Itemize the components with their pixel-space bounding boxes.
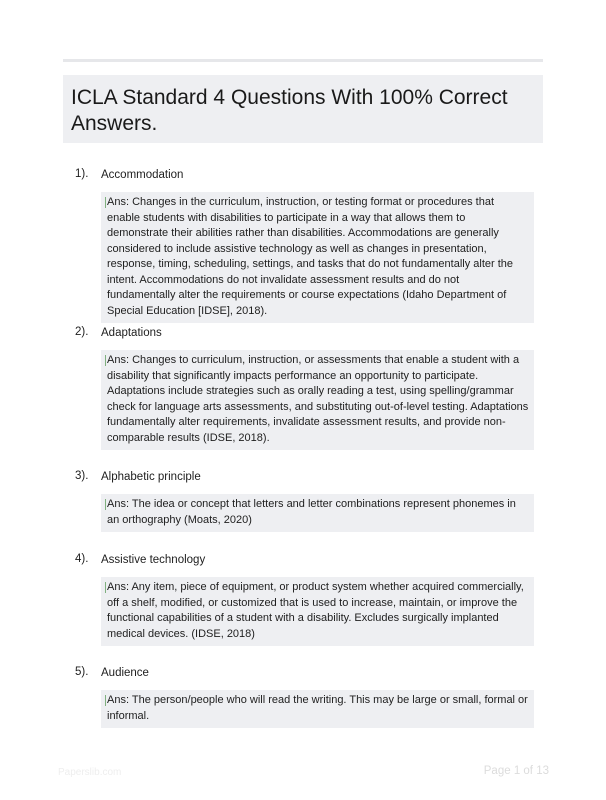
footer-watermark: Paperslib.com: [58, 767, 122, 778]
question-term: Assistive technology: [101, 554, 206, 566]
answer-text: Ans: The idea or concept that letters and letter combinations represent phonemes in an orthography (Moats, 2020): [107, 498, 516, 526]
question-term: Adaptations: [101, 327, 162, 339]
question-term: Accommodation: [101, 169, 184, 181]
answer-box: [101, 350, 534, 450]
answer-text: Ans: Changes in the curriculum, instruction, or testing format or procedures that enable students with disabilities to participate in a way that allows them to demonstrate their abilities rather than disabilities. Accommodations are generally considered to include assistive technology as well as changes in presentation, response, timing, scheduling, settings, and tasks that do not fundamentally alter the intent. Accommodations do not invalidate assessment results and do not fundamentally alter the requirements or course expectations (Idaho Department of Special Education [IDSE], 2018).: [107, 196, 514, 317]
answer-box: [101, 577, 534, 646]
answer-box: [101, 690, 534, 728]
title-box: [63, 75, 543, 143]
answer-text: Ans: The person/people who will read the writing. This may be large or small, formal or informal.: [107, 694, 528, 722]
question-term: Alphabetic principle: [101, 471, 201, 483]
top-divider: [63, 59, 543, 62]
question-number: 3).: [75, 470, 89, 482]
answer-text: Ans: Any item, piece of equipment, or product system whether acquired commercially, off a shelf, modified, or customized that is used to increase, maintain, or improve the functional capabilities of a student with a disability. Excludes surgically implanted medical devices. (IDSE, 2018): [107, 581, 524, 640]
document-title: ICLA Standard 4 Questions With 100% Correct Answers.: [71, 86, 508, 135]
question-number: 1).: [75, 168, 89, 180]
question-number: 5).: [75, 666, 89, 678]
answer-box: [101, 192, 534, 323]
question-term: Audience: [101, 667, 149, 679]
question-number: 2).: [75, 326, 89, 338]
answer-box: [101, 494, 534, 532]
answer-text: Ans: Changes to curriculum, instruction, or assessments that enable a student with a disability that significantly impacts performance an opportunity to participate. Adaptations include strategies such as orally reading a test, using spelling/grammar check for language arts assessments, and substituting out-of-level testing. Adaptations fundamentally alter requirements, invalidate assessment results, and provide non-comparable results (IDSE, 2018).: [107, 354, 529, 444]
page-indicator: Page 1 of 13: [483, 765, 549, 777]
question-number: 4).: [75, 553, 89, 565]
